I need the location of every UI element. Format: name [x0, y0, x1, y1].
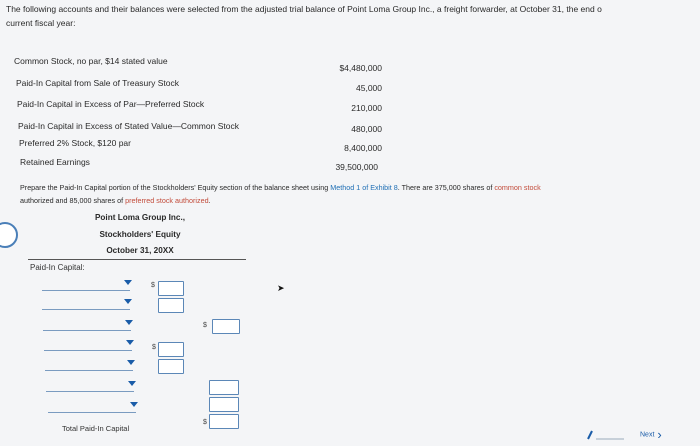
heading-rule: [28, 259, 246, 260]
next-button-label: Next: [640, 431, 655, 439]
instructions-text: authorized and 85,000 shares of: [20, 196, 126, 205]
instructions-text: Prepare the Paid-In Capital portion of the Stockholders' Equity section of the balance sheet using: [20, 183, 331, 192]
account-dropdown[interactable]: [43, 318, 131, 331]
intro-line-2: current fiscal year:: [6, 18, 76, 28]
amount-input[interactable]: [158, 359, 184, 374]
account-value: 8,400,000: [344, 143, 382, 153]
common-stock-link[interactable]: common stock: [494, 183, 541, 192]
account-dropdown[interactable]: [42, 297, 130, 310]
amount-input[interactable]: [158, 298, 184, 313]
account-value: 45,000: [356, 83, 382, 93]
total-amount-input[interactable]: [209, 414, 239, 429]
amount-input[interactable]: [209, 380, 239, 395]
account-dropdown[interactable]: [48, 400, 136, 413]
section-label: Paid-In Capital:: [30, 263, 85, 272]
instructions-text: . There are 375,000 shares of: [397, 183, 495, 192]
previous-chevron-icon: [586, 429, 626, 441]
account-name: Preferred 2% Stock, $120 par: [19, 138, 131, 148]
method-link[interactable]: Method 1 of Exhibit 8: [330, 183, 398, 192]
account-value: 480,000: [351, 124, 382, 134]
account-name: Paid-In Capital in Excess of Stated Value—Common Stock: [18, 121, 239, 131]
previous-button[interactable]: [586, 428, 626, 440]
mouse-cursor-icon: ➤: [277, 283, 285, 293]
amount-input[interactable]: [209, 397, 239, 412]
currency-symbol: $: [203, 322, 207, 329]
navigation-handle[interactable]: [0, 222, 18, 248]
chevron-down-icon: [124, 299, 132, 304]
chevron-down-icon: [125, 320, 133, 325]
account-dropdown[interactable]: [42, 278, 130, 291]
amount-input[interactable]: [158, 342, 184, 357]
currency-symbol: $: [151, 282, 155, 289]
chevron-down-icon: [128, 381, 136, 386]
chevron-down-icon: [124, 280, 132, 285]
account-name: Paid-In Capital in Excess of Par—Preferred Stock: [17, 99, 205, 109]
account-dropdown[interactable]: [46, 379, 134, 392]
total-label: Total Paid-In Capital: [62, 424, 130, 433]
instructions-text: .: [208, 196, 211, 205]
currency-symbol: $: [152, 344, 156, 351]
statement-date: October 31, 20XX: [106, 246, 174, 255]
preferred-stock-link[interactable]: preferred stock authorized: [125, 196, 209, 205]
intro-line-1: The following accounts and their balances were selected from the adjusted trial balance of Point Loma Group Inc., a freight forwarder, at October 31, the end o: [6, 4, 602, 14]
chevron-right-icon: ›: [657, 427, 662, 442]
chevron-down-icon: [127, 360, 135, 365]
intro-text: [6, 2, 696, 30]
amount-input[interactable]: [212, 319, 240, 334]
chevron-down-icon: [130, 402, 138, 407]
statement-title: Stockholders' Equity: [99, 230, 181, 239]
account-name: Common Stock, no par, $14 stated value: [14, 56, 168, 66]
company-name: Point Loma Group Inc.,: [94, 213, 186, 222]
account-name: Paid-In Capital from Sale of Treasury Stock: [16, 78, 179, 88]
account-name: Retained Earnings: [20, 157, 90, 167]
currency-symbol: $: [203, 419, 207, 426]
account-dropdown[interactable]: [45, 358, 133, 371]
account-dropdown[interactable]: [44, 338, 132, 351]
account-value: 210,000: [351, 103, 382, 113]
amount-input[interactable]: [158, 281, 184, 296]
instructions: [20, 181, 695, 207]
account-value: $4,480,000: [339, 63, 382, 73]
account-value: 39,500,000: [335, 162, 378, 172]
chevron-down-icon: [126, 340, 134, 345]
next-button[interactable]: [640, 427, 662, 440]
